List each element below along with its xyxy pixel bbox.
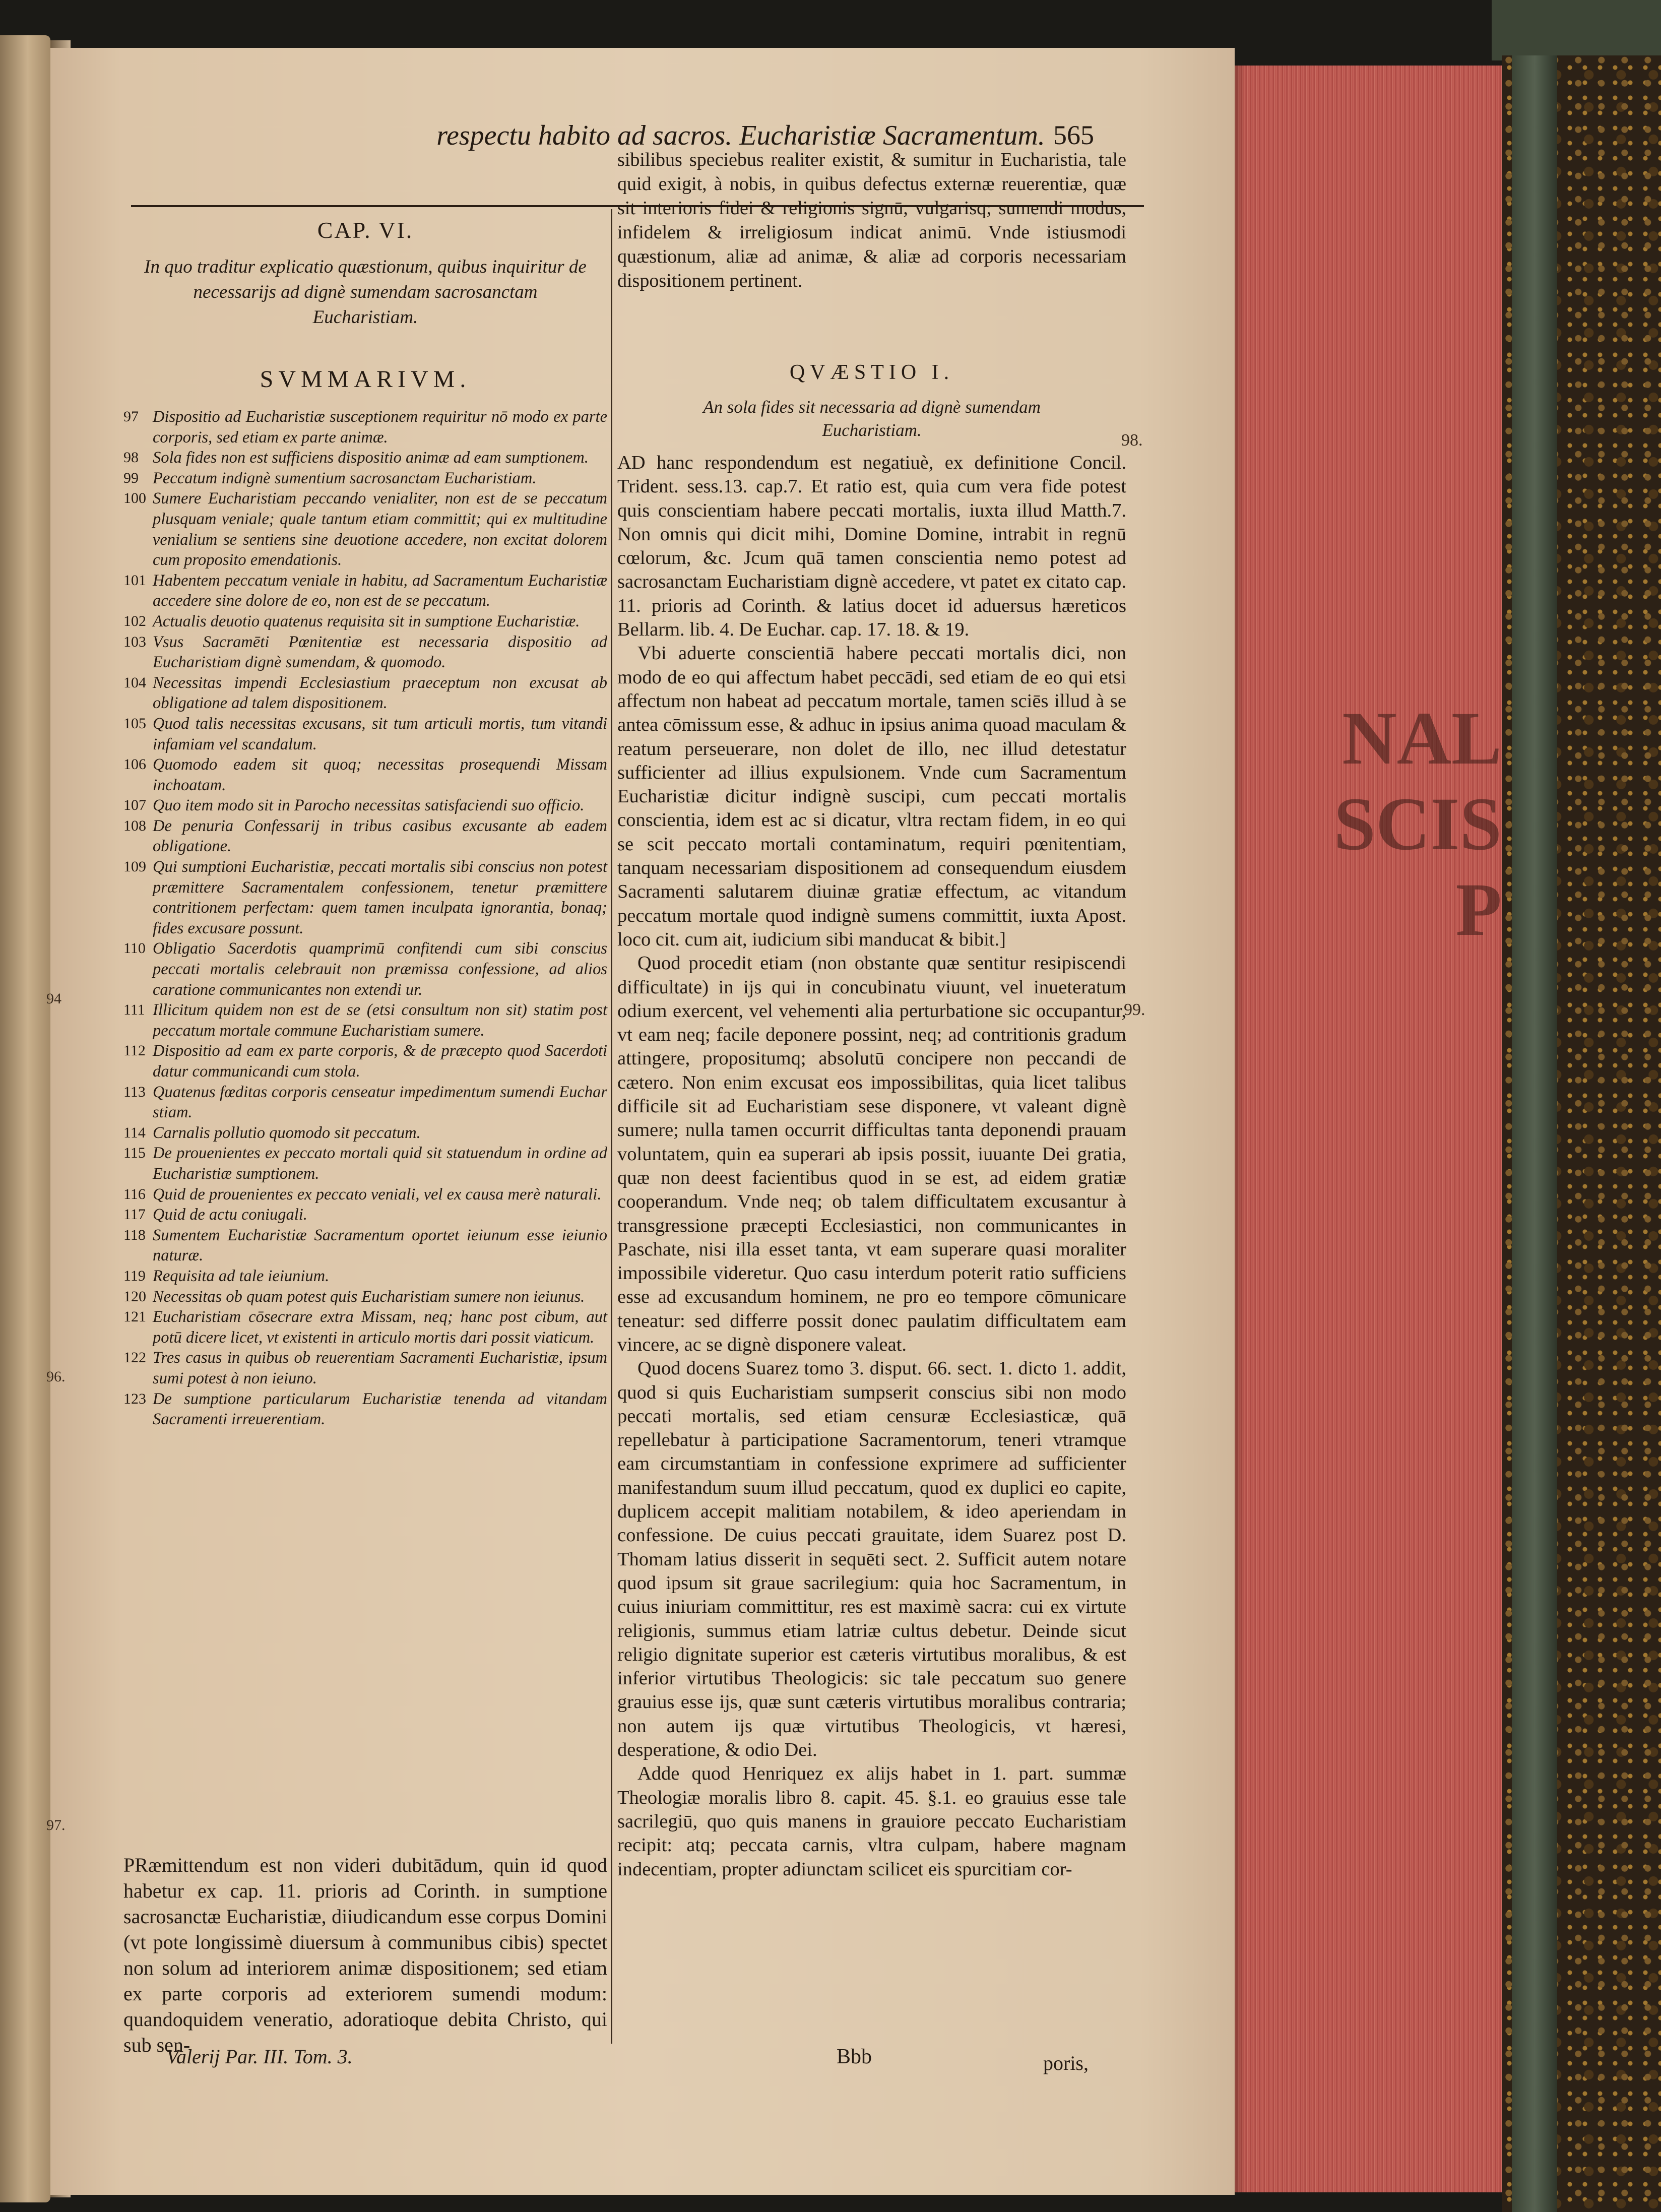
question-body [617, 451, 1126, 1881]
margin-note-99: 99. [1124, 1000, 1145, 1019]
summary-item [123, 816, 607, 857]
summary-item-text: Tres casus in quibus ob reuerentiam Sacramenti Eucharistiæ, ipsum sumi potest à non ieiuno. [153, 1349, 607, 1387]
summary-item-number: 105 [123, 715, 146, 732]
summary-item-number: 115 [123, 1145, 146, 1162]
bleed-through-lettering: NAL SCIS P [1333, 697, 1502, 952]
summary-item-text: Quid de actu coniugali. [153, 1206, 307, 1224]
summary-item-number: 110 [123, 940, 146, 957]
summary-item [123, 1287, 607, 1307]
summary-item-text: De sumptione particularum Eucharistiæ tenenda ad vitandam Sacramenti irreuerentiam. [153, 1389, 607, 1429]
summary-item-number: 97 [123, 408, 139, 425]
question-title: An sola fides sit necessaria ad dignè sumendam Eucharistiam. [703, 397, 1041, 440]
chapter-heading: CAP. VI. [317, 217, 414, 243]
summary-item-text: Requisita ad tale ieiunium. [153, 1267, 330, 1285]
summary-item-text: Carnalis pollutio quomodo sit peccatum. [153, 1123, 421, 1142]
summary-item-number: 108 [123, 817, 146, 834]
summary-item-number: 123 [123, 1390, 146, 1407]
summary-item [123, 488, 607, 570]
summary-item-text: Eucharistiam cōsecrare extra Missam, neq; hanc post cibum, aut potū dicere licet, vt existenti in articulo mortis dari possit viaticum. [153, 1308, 607, 1347]
body-paragraph: Quod procedit etiam (non obstante quæ sentitur resipiscendi difficultate) in ijs qui in concubinatu viuunt, vel inueteratum odium exercent, vel vehementi alia perturbatione sic occupantur, vt eam neq; facile deponere possint, neq; ad contritionis gradum attingere, propositumq; absolutū concipere non peccandi de cætero. Non enim excusat eos impossibilitas, quia licet talibus difficile sit ad Eucharistiam sese disponere, vt valeant dignè sumere; nulla tamen occurrit difficultas tanta deponendi prauam voluntatem, quin ea superari ab ipsis possit, iuuante Dei gratia, quæ non deest facientibus quod in se est, ad eidem gratiæ cooperandum. Vnde neq; ob talem difficultatem excusantur à transgressione præcepti Ecclesiastici, non communicantes in Paschate, nisi illa esset tanta, vt eam superare quasi moraliter impossibile videretur. Quo casu interdum poterit ratio sufficiens esse ad excusandum hominem, ne pro eo tempore cōmunicare teneatur: sed differre possit donec paulatim difficultatem eam vincere, ac se dignè disponere valeat. [617, 953, 1126, 1355]
summary-item-text: Peccatum indignè sumentium sacrosanctam Eucharistiam. [153, 469, 537, 487]
summary-item-number: 111 [123, 1001, 145, 1019]
summary-item-text: Obligatio Sacerdotis quamprimū confitendi cum sibi conscius peccati mortalis celebrauit non præmissa confessione, ad alios caratione communicantes non extendi ur. [153, 939, 607, 999]
summary-item-number: 118 [123, 1226, 146, 1243]
body-paragraph: Vbi aduerte conscientiā habere peccati mortalis dici, non modo de eo qui affectum habet peccādi, sed etiam de eo qui etsi affectum non habeat ad peccatum mortale, tamen sciēs illud à se antea cōmissum esse, & adhuc in ipsius anima quoad maculam & reatum perseuerare, non dolet de illo, nec illud detestatur sufficienter ad illius expulsionem. Vnde cum Sacramentum Eucharistiæ dicitur indignè suscipi, cum peccati mortalis conscientia, idem est ac si dicatur, vltra rectam fidem, in eo qui se scit peccato mortali contaminatum, requiri pœnitentiam, tanquam necessariam dispositionem ad consequendum eiusdem Sacramenti salutarem diuinæ gratiæ effectum, ac vitandum peccatum mortale quod indignè sumens committit, iuxta Apost. loco cit. cum ait, iudicium sibi manducat & bibit.] [617, 643, 1126, 950]
summary-item [123, 1225, 607, 1266]
question-heading: QVÆSTIO I. [789, 361, 954, 384]
summary-item-text: Necessitas impendi Ecclesiastium praeceptum non excusat ab obligatione ad talem dispositionem. [153, 673, 607, 713]
chapter-subtitle: In quo traditur explicatio quæstionum, quibus inquiritur de necessarijs ad dignè sumendam sacrosanctam Eucharistiam. [144, 257, 587, 328]
summary-item-number: 106 [123, 756, 146, 773]
summary-item-text: De penuria Confessarij in tribus casibus excusante ab eadem obligatione. [153, 816, 607, 856]
summary-item-number: 109 [123, 858, 146, 875]
summary-item-number: 119 [123, 1267, 146, 1284]
summary-item [123, 1143, 607, 1184]
summary-item [123, 673, 607, 714]
summary-item [123, 714, 607, 754]
summary-item [123, 1348, 607, 1388]
summary-item [123, 795, 607, 816]
body-paragraph: AD hanc respondendum est negatiuè, ex definitione Concil. Trident. sess.13. cap.7. Et ratio est, quia cum vera fide potest quis conscientiam habere peccati mortalis, iuxta illud Matth.7. Non omnis qui dicit mihi, Domine Domine, intrabit in regnū cœlorum, &c. Jcum quā tamen conscientia nemo potest ad sacrosanctam Eucharistiam dignè accedere, vt patet ex citato cap. 11. prioris ad Corinth. & latius docet id aduersus hæreticos Bellarm. lib. 4. De Euchar. cap. 17. 18. & 19. [617, 452, 1126, 641]
summary-item-number: 99 [123, 469, 139, 486]
summary-item-text: Sumentem Eucharistiæ Sacramentum oportet ieiunum esse ieiunio naturæ. [153, 1226, 607, 1265]
summary-item-text: Quod talis necessitas excusans, sit tum articuli mortis, tum vitandi infamiam vel scandalum. [153, 714, 607, 753]
summary-item [123, 1266, 607, 1287]
summary-item-number: 102 [123, 612, 146, 629]
summary-item-text: Actualis deuotio quatenus requisita sit in sumptione Eucharistiæ. [153, 612, 580, 630]
red-page-edges [1230, 66, 1502, 2192]
summary-item-number: 116 [123, 1185, 146, 1203]
summary-item-text: Sumere Eucharistiam peccando venialiter, non est de se peccatum plusquam veniale; quale tantum etiam committit; qui ex multitudine venialium se sentiens sine deuotione accedere, non excitat dolorem cum proposito emendationis. [153, 489, 607, 570]
summary-item-text: Quid de prouenientes ex peccato veniali, vel ex causa merè naturali. [153, 1185, 602, 1204]
margin-note-96: 96. [46, 1368, 66, 1385]
summary-item [123, 468, 607, 489]
summary-item-text: Qui sumptioni Eucharistiæ, peccati mortalis sibi conscius non potest præmittere Sacramentalem confessionem, tenetur præmittere contritionem perfectam: quem tamen inculpata ignorantia, bonaq; fides excusare possunt. [153, 858, 607, 937]
summary-item [123, 1205, 607, 1225]
summary-heading: SVMMARIVM. [260, 366, 471, 393]
summary-item [123, 571, 607, 611]
summary-item-text: Quomodo eadem sit quoq; necessitas prosequendi Missam inchoatam. [153, 755, 607, 794]
binding-top [1492, 0, 1661, 60]
margin-note-97: 97. [46, 1817, 66, 1834]
summary-item [123, 754, 607, 795]
page-number: 565 [1053, 120, 1094, 150]
summary-item-text: De prouenientes ex peccato mortali quid sit statuendum in ordine ad Eucharistiæ sumptionem. [153, 1144, 607, 1183]
margin-note-94: 94 [46, 990, 61, 1007]
summary-item-number: 103 [123, 633, 146, 650]
summary-item-number: 98 [123, 449, 139, 466]
summary-item-number: 114 [123, 1124, 146, 1141]
summary-item-number: 100 [123, 490, 146, 507]
summary-item-number: 113 [123, 1083, 146, 1100]
summary-item-text: Quatenus fœditas corporis censeatur impedimentum sumendi Euchar stiam. [153, 1083, 607, 1122]
summary-item-text: Necessitas ob quam potest quis Eucharistiam sumere non ieiunus. [153, 1287, 585, 1306]
summary-item-number: 101 [123, 572, 146, 589]
running-head: respectu habito ad sacros. Eucharistiæ Sacramentum. [436, 120, 1045, 151]
summary-item [123, 1082, 607, 1123]
summary-item [123, 611, 607, 632]
left-body-text: PRæmittendum est non videri dubitādum, quin id quod habetur ex cap. 11. prioris ad Corinth. in sumptione sacrosanctæ Eucharistiæ, diiudicandum esse corpus Domini (vt pote longissimè diuersum à communibus cibis) spectet non solum ad interiorem animæ dispositionem; sed etiam ex parte corporis ad exteriorem sumendi modum: quandoquidem veneratio, adoratioque debita Christo, qui sub sen- [123, 1854, 607, 2056]
body-paragraph: Quod docens Suarez tomo 3. disput. 66. sect. 1. dicto 1. addit, quod si quis Eucharistiam sumpserit conscius sibi non modo peccati mortalis, sed etiam censuræ Ecclesiasticæ, quā repellebatur à participatione Sacramentorum, teneri vtramque eam circumstantiam in confessione exprimere ad sufficienter manifestandum suum illud peccatum, quod ex duplici eo capite, duplicem accepit malitiam notabilem, & ideo aperiendam in confessione. De cuius peccati grauitate, idem Suarez post D. Thomam latius disserit in sequēti sect. 2. Sufficit autem notare quod ipsum sit graue sacrilegium: quia hoc Sacramentum, in cuius iniuriam committitur, res est maximè sacra: cui ex virtute religionis, summus etiam latriæ cultus debetur. Deinde sicut religio dignitate superior est cæteris virtutibus moralibus, & est inferior virtutibus Theologicis: sic tale peccatum suo genere grauius esse ijs, quæ sunt cæteris virtutibus moralibus contraria; non autem ijs quæ virtutibus Theologicis, vt hæresi, desperatione, & odio Dei. [617, 1358, 1126, 1761]
signature-mark: Bbb [837, 2045, 872, 2068]
summary-item-text: Dispositio ad eam ex parte corporis, & de præcepto quod Sacerdoti datur communicandi cum stola. [153, 1042, 607, 1081]
summary-item-number: 120 [123, 1288, 146, 1305]
facing-page-edge [0, 35, 50, 2202]
summary-item-text: Quo item modo sit in Parocho necessitas satisfaciendi suo officio. [153, 796, 585, 815]
summary-item [123, 632, 607, 673]
summary-item [123, 938, 607, 1000]
summary-item-text: Sola fides non est sufficiens dispositio animæ ad eam sumptionem. [153, 449, 589, 467]
summary-item-number: 107 [123, 797, 146, 814]
summary-item-text: Habentem peccatum veniale in habitu, ad Sacramentum Eucharistiæ accedere sine dolore de eo, non est de se peccatum. [153, 571, 607, 610]
summary-item-number: 117 [123, 1206, 146, 1223]
summary-list [123, 407, 607, 1430]
margin-note-98: 98. [1121, 431, 1143, 450]
summary-item-text: Dispositio ad Eucharistiæ susceptionem requiritur nō modo ex parte corporis, sed etiam ex parte animæ. [153, 408, 607, 447]
summary-item [123, 1123, 607, 1144]
cloth-spine [1512, 55, 1557, 2212]
summary-item-number: 112 [123, 1042, 146, 1059]
summary-item [123, 448, 607, 468]
right-intro-text: sibilibus speciebus realiter existit, & sumitur in Eucharistia, tale quid exigit, à nobis, in quibus defectus externæ reuerentiæ, quæ sit interioris fidei & religionis signū, vulgarisq; sumendi modus, infidelem & irreligiosum indicat animū. Vnde istiusmodi quæstionum, aliæ ad animæ, & aliæ ad corporis necessariam dispositionem pertinent. [617, 149, 1126, 291]
summary-item [123, 1307, 607, 1348]
column-rule [611, 209, 612, 2044]
summary-item [123, 1389, 607, 1430]
summary-item [123, 407, 607, 448]
book-page [46, 48, 1235, 2195]
catchword: poris, [1043, 2052, 1089, 2074]
summary-item [123, 857, 607, 938]
summary-item [123, 1184, 607, 1205]
body-paragraph: Adde quod Henriquez ex alijs habet in 1. part. summæ Theologiæ moralis libro 8. capit. 45. §.1. eo grauius esse tale sacrilegiū, quo quis manens in grauiore peccato Eucharistiam recipit: atq; peccata carnis, vltra culpam, habere magnam indecentiam, propter adiunctam scilicet eis spurcitiam cor- [617, 1763, 1126, 1880]
summary-item-text: Illicitum quidem non est de se (etsi consultum non sit) statim post peccatum mortale commune Eucharistiam sumere. [153, 1001, 607, 1040]
summary-item-number: 104 [123, 674, 146, 691]
footer-title: Valerij Par. III. Tom. 3. [166, 2045, 353, 2068]
summary-item-number: 122 [123, 1349, 146, 1366]
summary-item-text: Vsus Sacramēti Pœnitentiæ est necessaria dispositio ad Eucharistiam dignè sumendam, & quomodo. [153, 633, 607, 672]
summary-item-number: 121 [123, 1308, 146, 1325]
summary-item [123, 1000, 607, 1041]
summary-item [123, 1041, 607, 1082]
